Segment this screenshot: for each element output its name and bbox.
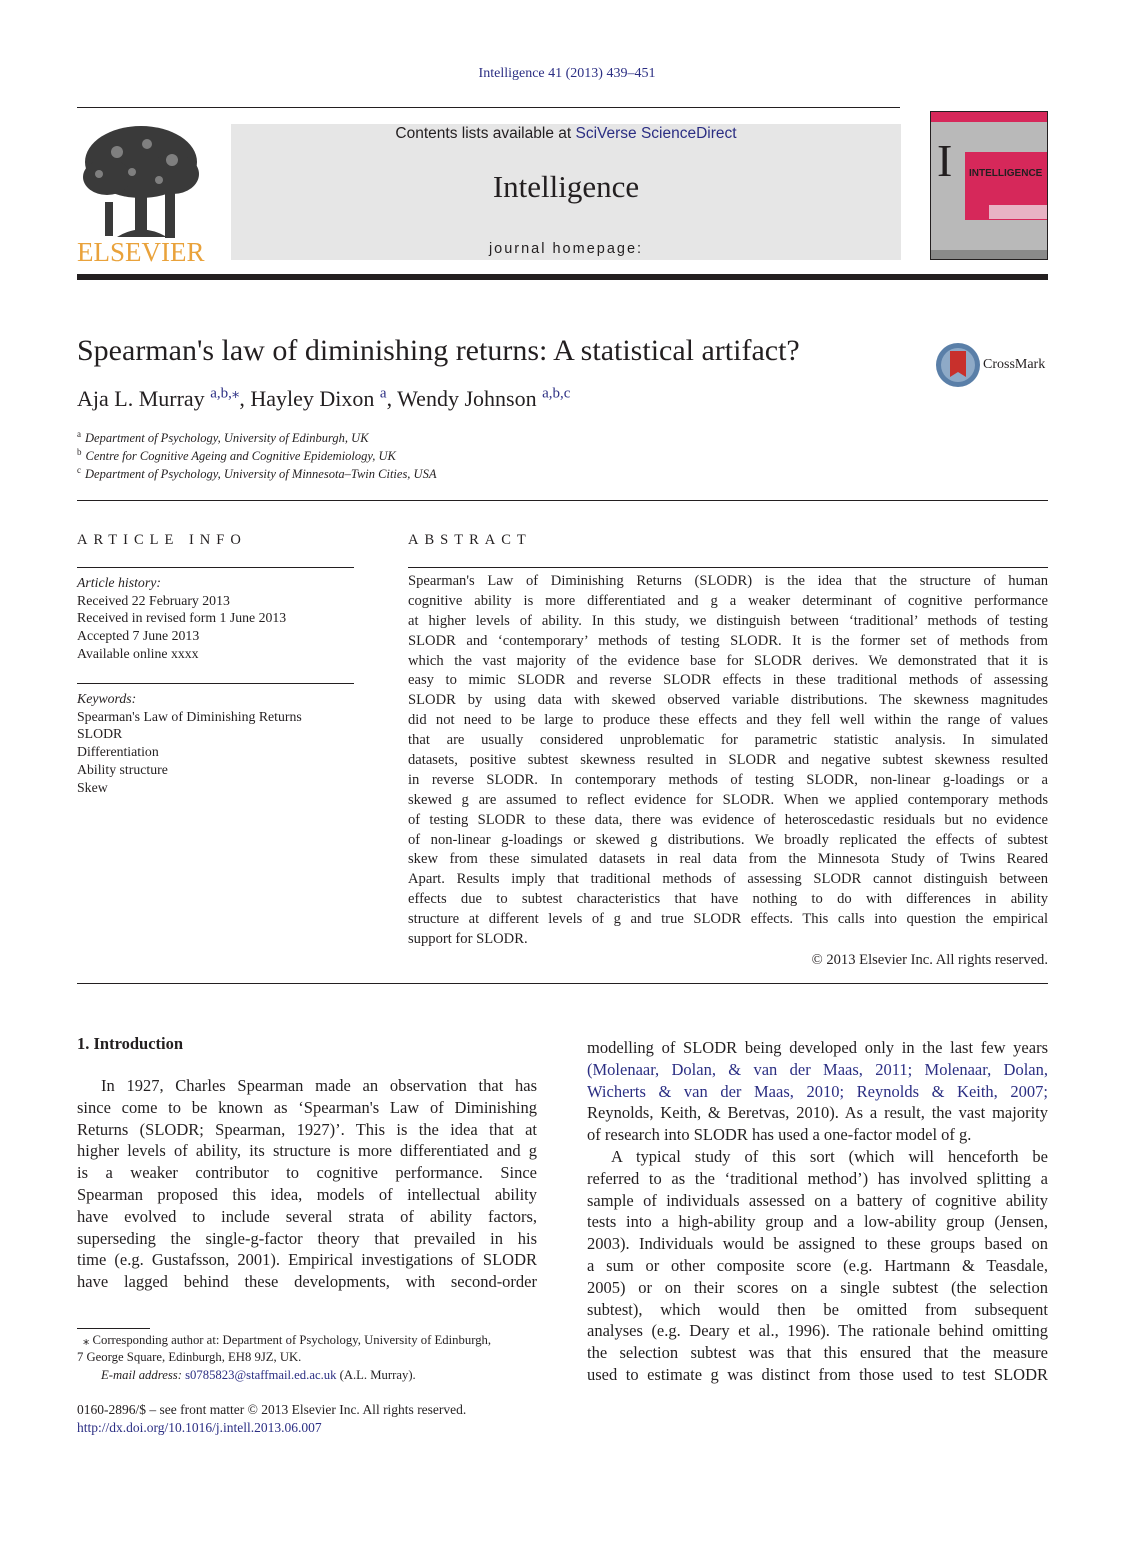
body-line: used to estimate g was distinct from those used to test SLODR bbox=[587, 1364, 1048, 1384]
body-line: superseding the single-g-factor theory that prevailed in his bbox=[77, 1228, 537, 1248]
affiliation-text: Department of Psychology, University of Minnesota–Twin Cities, USA bbox=[85, 467, 437, 482]
journal-cover-image bbox=[930, 111, 1048, 260]
body-column-right bbox=[587, 1037, 1048, 1386]
sciencedirect-link[interactable]: SciVerse ScienceDirect bbox=[575, 125, 737, 142]
keyword-item: Ability structure bbox=[77, 762, 168, 777]
divider bbox=[77, 500, 1048, 501]
abstract-line: Spearman's Law of Diminishing Returns (SLODR) is the idea that the structure of human bbox=[408, 573, 1048, 589]
crossmark-icon bbox=[935, 342, 981, 388]
abstract-line: skew from these simulated datasets in real data from the Minnesota Study of Twins Reared bbox=[408, 851, 1048, 868]
journal-reference-link[interactable]: Intelligence 41 (2013) 439–451 bbox=[478, 66, 656, 81]
header-thick-rule bbox=[77, 274, 1048, 280]
abstract-line: which the vast majority of the evidence base for SLODR derives. We demonstrated that it is bbox=[408, 652, 1048, 669]
abstract-line: that are usually considered unproblematic for parametric statistic analysis. In simulated bbox=[408, 732, 1048, 749]
journal-cover-graphic bbox=[931, 112, 1047, 259]
author-affiliation-marks[interactable]: a,b,⁎ bbox=[210, 385, 240, 402]
body-column-left bbox=[77, 1075, 537, 1293]
author-affiliation-marks[interactable]: a,b,c bbox=[542, 385, 571, 402]
history-item: Received in revised form 1 June 2013 bbox=[77, 610, 287, 625]
body-line: referred to as the ‘traditional method’) has involved splitting a bbox=[587, 1168, 1048, 1188]
body-line: sample of individuals assessed on a battery of cognitive ability bbox=[587, 1190, 1048, 1210]
email-suffix: (A.L. Murray). bbox=[336, 1368, 416, 1382]
journal-title: Intelligence bbox=[492, 169, 640, 204]
body-line: 2003). Individuals would be assigned to these groups based on bbox=[587, 1234, 1048, 1254]
body-line: have lagged behind these developments, with second-order bbox=[77, 1272, 537, 1292]
body-line: 2005) or on their scores on a single subtest (the selection bbox=[587, 1277, 1048, 1297]
journal-banner bbox=[231, 124, 901, 260]
article-title: Spearman's law of diminishing returns: A statistical artifact? bbox=[77, 334, 800, 367]
abstract-line: datasets, positive subtest skewness resulted in SLODR and negative subtest skewness resulted bbox=[408, 752, 1048, 769]
body-line: subtest), which would then be omitted from subsequent bbox=[587, 1299, 1048, 1319]
abstract-line: SLODR and ‘contemporary’ methods of testing SLODR. It is the former set of methods from bbox=[408, 632, 1048, 649]
abstract-heading: ABSTRACT bbox=[408, 532, 532, 548]
journal-homepage-label: journal homepage: bbox=[488, 241, 644, 257]
affiliation bbox=[77, 429, 369, 446]
article-info-heading: ARTICLE INFO bbox=[77, 532, 247, 548]
corresponding-author-address: 7 George Square, Edinburgh, EH8 9JZ, UK. bbox=[77, 1350, 302, 1364]
body-line: since come to be known as ‘Spearman's Law of Diminishing bbox=[77, 1097, 537, 1117]
affiliation-text: Department of Psychology, University of Edinburgh, UK bbox=[85, 431, 369, 446]
abstract-line: of non-linear g-loadings or skewed g distributions. We broadly replicated the effects of subtest bbox=[408, 831, 1048, 848]
cover-initial: I bbox=[937, 135, 953, 186]
top-rule bbox=[77, 107, 900, 108]
contents-prefix: Contents lists available at bbox=[395, 125, 576, 142]
history-item: Received 22 February 2013 bbox=[77, 593, 230, 608]
article-history-label: Article history: bbox=[77, 575, 161, 590]
doi-link[interactable]: http://dx.doi.org/10.1016/j.intell.2013.06.007 bbox=[77, 1420, 322, 1435]
body-line: In 1927, Charles Spearman made an observation that has bbox=[101, 1076, 537, 1095]
keyword-item: Spearman's Law of Diminishing Returns bbox=[77, 709, 302, 724]
body-line: is a weaker contributor to cognitive performance. Since bbox=[77, 1163, 537, 1183]
affiliation-text: Centre for Cognitive Ageing and Cognitive Epidemiology, UK bbox=[85, 449, 396, 464]
body-line: higher levels of ability, its structure is more differentiated and g bbox=[77, 1141, 537, 1161]
affiliation bbox=[77, 465, 436, 482]
divider bbox=[408, 567, 1048, 568]
corresponding-author-note: ⁎ Corresponding author at: Department of Psychology, University of Edinburgh, bbox=[83, 1333, 492, 1347]
author-name: Hayley Dixon bbox=[250, 386, 375, 411]
author-list: Aja L. Murray $^{a,b,⁎}$, Hayley Dixon $^a$, Wendy Johnson $^{a,b,c}$ bbox=[77, 385, 571, 411]
divider bbox=[77, 683, 354, 684]
affiliation-mark: c bbox=[77, 465, 81, 475]
cover-title: INTELLIGENCE bbox=[969, 168, 1043, 179]
body-line: modelling of SLODR being developed only in the last few years bbox=[587, 1038, 1048, 1057]
elsevier-tree-icon bbox=[77, 122, 205, 264]
affiliation-mark: a bbox=[77, 429, 81, 439]
keyword-item: SLODR bbox=[77, 726, 123, 741]
author-name: Aja L. Murray bbox=[77, 386, 205, 411]
body-line: Returns (SLODR; Spearman, 1927)’. This is the idea that at bbox=[77, 1119, 537, 1139]
abstract-line: support for SLODR. bbox=[408, 931, 528, 948]
footnote-rule bbox=[77, 1328, 150, 1329]
email-label: E-mail address: bbox=[101, 1368, 186, 1382]
history-item: Accepted 7 June 2013 bbox=[77, 628, 200, 643]
issn-line: 0160-2896/$ – see front matter © 2013 Elsevier Inc. All rights reserved. bbox=[77, 1402, 467, 1417]
author-name: Wendy Johnson bbox=[397, 386, 537, 411]
body-line: the selection subtest was that this ensured that the measure bbox=[587, 1343, 1048, 1363]
abstract-line: at higher levels of ability. In this study, we distinguish between ‘traditional’ methods of testing bbox=[408, 612, 1048, 629]
body-line: tests into a high-ability group and a low-ability group (Jensen, bbox=[587, 1212, 1048, 1232]
section-heading: 1. Introduction bbox=[77, 1034, 184, 1053]
abstract-line: easy to mimic SLODR and reverse SLODR effects in these traditional methods of assessing bbox=[408, 672, 1048, 689]
email-link[interactable]: s0785823@staffmail.ed.ac.uk bbox=[185, 1368, 337, 1382]
body-line: have evolved to include several strata of ability factors, bbox=[77, 1206, 537, 1226]
divider bbox=[77, 983, 1048, 984]
body-line: of research into SLODR has used a one-factor model of g. bbox=[587, 1125, 972, 1145]
abstract-line: structure at different levels of g and true SLODR effects. This calls into question the empirical bbox=[408, 911, 1048, 928]
body-line: analyses (e.g. Deary et al., 1996). The rationale behind omitting bbox=[587, 1321, 1048, 1341]
abstract-line: Apart. Results imply that traditional methods of assessing SLODR cannot distinguish between bbox=[408, 871, 1048, 888]
author-affiliation-marks[interactable]: a bbox=[379, 385, 387, 402]
crossmark-label[interactable]: CrossMark bbox=[983, 357, 1046, 372]
elsevier-logo bbox=[77, 122, 205, 264]
history-item: Available online xxxx bbox=[77, 646, 199, 661]
abstract-line: skewed g are assumed to reflect evidence for SLODR. When we applied contemporary methods bbox=[408, 791, 1048, 808]
contents-line bbox=[231, 124, 901, 143]
abstract-line: did not need to be large to produce these effects and they fell well within the range of values bbox=[408, 712, 1048, 729]
abstract-line: of testing SLODR to these data, there was evidence of heteroscedastic residuals but no evidence bbox=[408, 811, 1048, 828]
abstract-copyright: © 2013 Elsevier Inc. All rights reserved. bbox=[811, 952, 1048, 968]
keywords-label: Keywords: bbox=[77, 691, 137, 706]
body-line: A typical study of this sort (which will henceforth be bbox=[611, 1146, 1048, 1166]
affiliation bbox=[77, 447, 396, 464]
body-line: Spearman proposed this idea, models of intellectual ability bbox=[77, 1184, 537, 1204]
abstract-line: in reverse SLODR. In contemporary methods of testing SLODR, non-linear g-loadings or a bbox=[408, 771, 1048, 788]
abstract-line: cognitive ability is more differentiated and g a weaker determinant of cognitive performance bbox=[408, 592, 1048, 609]
citation-line[interactable]: Wicherts & van der Maas, 2010; Reynolds & Keith, 2007; bbox=[587, 1081, 1048, 1101]
body-line: a sum or other composite score (e.g. Hartmann & Teasdale, bbox=[587, 1255, 1048, 1275]
keyword-item: Skew bbox=[77, 780, 108, 795]
abstract-line: effects due to subtest characteristics that have nothing to do with differences in ability bbox=[408, 891, 1048, 908]
email-line bbox=[101, 1368, 416, 1383]
abstract-text bbox=[408, 572, 1048, 950]
affiliation-mark: b bbox=[77, 447, 82, 457]
citation-line[interactable]: (Molenaar, Dolan, & van der Maas, 2011; Molenaar, Dolan, bbox=[587, 1059, 1048, 1079]
body-line: Reynolds, Keith, & Beretvas, 2010). As a result, the vast majority bbox=[587, 1103, 1048, 1123]
keyword-item: Differentiation bbox=[77, 744, 159, 759]
body-line: time (e.g. Gustafsson, 2001). Empirical investigations of SLODR bbox=[77, 1250, 537, 1270]
elsevier-wordmark: ELSEVIER bbox=[77, 237, 205, 264]
abstract-line: SLODR by using data with skewed observed variable distributions. The skewness magnitudes bbox=[408, 692, 1048, 709]
divider bbox=[77, 567, 354, 568]
